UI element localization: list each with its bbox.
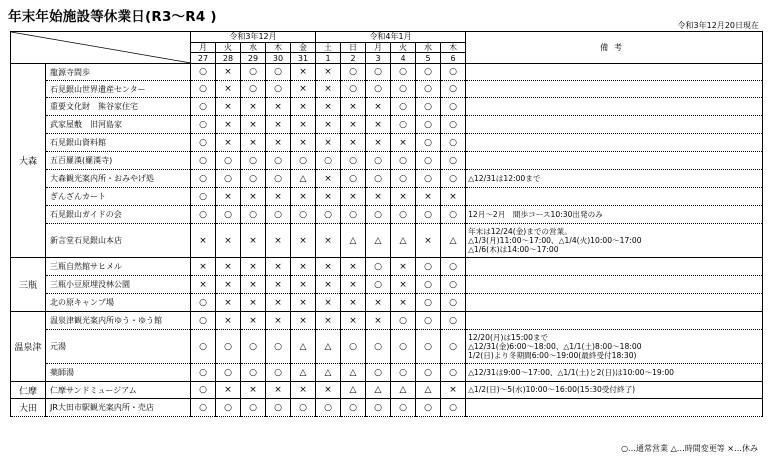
status-mark: ○ xyxy=(416,152,441,170)
status-mark: × xyxy=(441,188,466,206)
status-mark: ○ xyxy=(416,98,441,116)
status-mark: × xyxy=(366,134,391,152)
status-mark: × xyxy=(241,312,266,330)
status-mark: ○ xyxy=(191,364,216,382)
facility-row xyxy=(11,399,763,417)
status-mark: ○ xyxy=(191,64,216,81)
area-label: 三瓶 xyxy=(11,258,46,312)
day-of-week-header: 土 xyxy=(316,42,341,53)
status-mark: ○ xyxy=(266,81,291,98)
facility-name: 龍源寺間歩 xyxy=(46,64,191,81)
status-mark: ○ xyxy=(266,152,291,170)
status-mark: × xyxy=(241,134,266,152)
status-mark: ○ xyxy=(366,64,391,81)
status-mark: × xyxy=(341,188,366,206)
status-mark: ○ xyxy=(291,399,316,417)
day-of-week-header: 木 xyxy=(266,42,291,53)
remark-line: 1/2(日)より冬期間6:00～19:00(最終受付18:30) xyxy=(468,351,637,361)
status-mark: △ xyxy=(291,364,316,382)
as-of-date: 令和3年12月20日現在 xyxy=(677,21,759,30)
facility-name: 大森観光案内所・おみやげ処 xyxy=(46,170,191,188)
status-mark: × xyxy=(291,258,316,276)
remarks-cell xyxy=(466,170,763,188)
month-header-dec: 令和3年12月 xyxy=(191,32,316,43)
facility-row xyxy=(11,152,763,170)
status-mark: ○ xyxy=(441,81,466,98)
day-of-week-header: 月 xyxy=(191,42,216,53)
header-corner xyxy=(11,32,191,64)
status-mark: ○ xyxy=(441,152,466,170)
status-mark: △ xyxy=(316,330,341,364)
status-mark: × xyxy=(341,134,366,152)
status-mark: × xyxy=(366,116,391,134)
status-mark: ○ xyxy=(441,399,466,417)
status-mark: △ xyxy=(291,330,316,364)
status-mark: ○ xyxy=(191,206,216,224)
status-mark: ○ xyxy=(416,116,441,134)
remarks-cell xyxy=(466,258,763,276)
day-number-header: 28 xyxy=(216,53,241,64)
status-mark: × xyxy=(216,276,241,294)
remark-line: △12/31は12:00まで xyxy=(468,173,541,183)
status-mark: × xyxy=(241,276,266,294)
status-mark: ○ xyxy=(416,399,441,417)
status-mark: ○ xyxy=(266,64,291,81)
day-of-week-header: 水 xyxy=(416,42,441,53)
status-mark: × xyxy=(391,258,416,276)
day-of-week-header: 木 xyxy=(441,42,466,53)
status-mark: ○ xyxy=(366,276,391,294)
status-mark: △ xyxy=(341,382,366,399)
status-mark: ○ xyxy=(441,170,466,188)
status-mark: ○ xyxy=(391,98,416,116)
area-label: 大森 xyxy=(11,64,46,258)
status-mark: ○ xyxy=(391,330,416,364)
day-number-header: 3 xyxy=(366,53,391,64)
facility-name: 新言堂石見銀山本店 xyxy=(46,224,191,258)
status-mark: ○ xyxy=(191,152,216,170)
status-mark: △ xyxy=(291,170,316,188)
status-mark: × xyxy=(291,382,316,399)
day-number-header: 1 xyxy=(316,53,341,64)
status-mark: ○ xyxy=(416,81,441,98)
day-number-header: 6 xyxy=(441,53,466,64)
status-mark: ○ xyxy=(416,312,441,330)
status-mark: × xyxy=(241,294,266,312)
day-number-header: 4 xyxy=(391,53,416,64)
status-mark: ○ xyxy=(441,98,466,116)
status-mark: ○ xyxy=(416,276,441,294)
status-mark: ○ xyxy=(241,170,266,188)
area-label: 大田 xyxy=(11,399,46,417)
status-mark: ○ xyxy=(316,152,341,170)
status-mark: × xyxy=(391,294,416,312)
day-of-week-header: 月 xyxy=(366,42,391,53)
status-mark: × xyxy=(216,188,241,206)
status-mark: ○ xyxy=(441,64,466,81)
status-mark: ○ xyxy=(391,152,416,170)
facility-name: 石見銀山世界遺産センター xyxy=(46,81,191,98)
day-number-header: 30 xyxy=(266,53,291,64)
status-mark: ○ xyxy=(191,116,216,134)
status-mark: ○ xyxy=(216,399,241,417)
day-of-week-header: 水 xyxy=(241,42,266,53)
facility-row xyxy=(11,224,763,258)
remarks-cell xyxy=(466,224,763,258)
status-mark: × xyxy=(391,188,416,206)
remarks-cell xyxy=(466,294,763,312)
facility-name: 北の原キャンプ場 xyxy=(46,294,191,312)
status-mark: ○ xyxy=(391,364,416,382)
remark-line: 12/20(月)は15:00まで xyxy=(468,332,549,342)
day-of-week-header: 火 xyxy=(391,42,416,53)
status-mark: × xyxy=(266,188,291,206)
status-mark: △ xyxy=(391,382,416,399)
remark-line: 年末は12/24(金)までの営業。 xyxy=(468,226,572,236)
facility-row xyxy=(11,206,763,224)
remarks-cell xyxy=(466,276,763,294)
status-mark: △ xyxy=(341,224,366,258)
status-mark: △ xyxy=(441,224,466,258)
facility-row xyxy=(11,364,763,382)
status-mark: × xyxy=(341,116,366,134)
status-mark: × xyxy=(241,224,266,258)
facility-row xyxy=(11,330,763,364)
status-mark: × xyxy=(266,116,291,134)
status-mark: × xyxy=(291,312,316,330)
facility-row xyxy=(11,170,763,188)
remarks-cell xyxy=(466,330,763,364)
status-mark: × xyxy=(366,188,391,206)
facility-name: 三瓶小豆原埋没林公園 xyxy=(46,276,191,294)
status-mark: × xyxy=(291,276,316,294)
facility-row xyxy=(11,134,763,152)
status-mark: ○ xyxy=(391,64,416,81)
facility-name: 重要文化財 熊谷家住宅 xyxy=(46,98,191,116)
status-mark: ○ xyxy=(191,294,216,312)
status-mark: ○ xyxy=(266,364,291,382)
status-mark: × xyxy=(191,258,216,276)
remark-line: 12月～2月 間歩コース10:30出発のみ xyxy=(468,209,603,219)
status-mark: ○ xyxy=(191,382,216,399)
status-mark: × xyxy=(316,312,341,330)
status-mark: × xyxy=(416,188,441,206)
status-mark: × xyxy=(241,258,266,276)
facility-row xyxy=(11,64,763,81)
status-mark: ○ xyxy=(191,170,216,188)
status-mark: ○ xyxy=(441,258,466,276)
facility-name: 武家屋敷 旧河島家 xyxy=(46,116,191,134)
status-mark: ○ xyxy=(416,330,441,364)
status-mark: × xyxy=(291,188,316,206)
status-mark: ○ xyxy=(241,364,266,382)
status-mark: × xyxy=(291,64,316,81)
remark-line: △12/31は9:00～17:00、△1/1(土)と2(日)は10:00～19:00 xyxy=(468,367,674,377)
status-mark: × xyxy=(291,224,316,258)
facility-row xyxy=(11,258,763,276)
status-mark: ○ xyxy=(416,206,441,224)
status-mark: × xyxy=(366,98,391,116)
status-mark: ○ xyxy=(191,98,216,116)
status-mark: ○ xyxy=(191,81,216,98)
status-mark: ○ xyxy=(266,399,291,417)
document-title: 年末年始施設等休業日(R3～R4 ) xyxy=(8,9,217,25)
legend: ○…通常営業 △…時間変更等 ×…休み xyxy=(621,444,758,453)
status-mark: × xyxy=(216,224,241,258)
status-mark: ○ xyxy=(441,312,466,330)
day-number-header: 27 xyxy=(191,53,216,64)
facility-name: 五百羅漢(羅漢寺) xyxy=(46,152,191,170)
status-mark: × xyxy=(416,224,441,258)
status-mark: ○ xyxy=(366,152,391,170)
remarks-cell xyxy=(466,382,763,399)
status-mark: ○ xyxy=(216,170,241,188)
status-mark: × xyxy=(266,258,291,276)
status-mark: × xyxy=(316,276,341,294)
status-mark: × xyxy=(291,294,316,312)
day-number-header: 31 xyxy=(291,53,316,64)
month-header-jan: 令和4年1月 xyxy=(316,32,466,43)
status-mark: ○ xyxy=(266,330,291,364)
status-mark: ○ xyxy=(341,170,366,188)
status-mark: × xyxy=(266,224,291,258)
status-mark: ○ xyxy=(191,312,216,330)
remark-line: △1/3(月)11:00～17:00、△1/4(火)10:00～17:00 xyxy=(468,235,642,245)
status-mark: × xyxy=(216,312,241,330)
header-diagonal xyxy=(11,32,191,63)
area-label: 温泉津 xyxy=(11,312,46,382)
day-number-header: 2 xyxy=(341,53,366,64)
remarks-cell xyxy=(466,98,763,116)
facility-name: JR大田市駅観光案内所・売店 xyxy=(46,399,191,417)
status-mark: × xyxy=(341,258,366,276)
status-mark: ○ xyxy=(366,170,391,188)
status-mark: ○ xyxy=(441,276,466,294)
status-mark: ○ xyxy=(416,364,441,382)
status-mark: × xyxy=(266,312,291,330)
remarks-cell xyxy=(466,116,763,134)
status-mark: × xyxy=(266,276,291,294)
status-mark: ○ xyxy=(441,134,466,152)
day-of-week-header: 金 xyxy=(291,42,316,53)
status-mark: × xyxy=(316,98,341,116)
status-mark: ○ xyxy=(216,364,241,382)
status-mark: ○ xyxy=(441,294,466,312)
status-mark: ○ xyxy=(341,399,366,417)
facility-name: 石見銀山資料館 xyxy=(46,134,191,152)
status-mark: × xyxy=(366,294,391,312)
status-mark: △ xyxy=(416,382,441,399)
status-mark: × xyxy=(366,312,391,330)
status-mark: ○ xyxy=(341,206,366,224)
status-mark: ○ xyxy=(366,258,391,276)
status-mark: × xyxy=(391,134,416,152)
facility-row xyxy=(11,81,763,98)
remarks-cell xyxy=(466,134,763,152)
status-mark: × xyxy=(316,382,341,399)
facility-row xyxy=(11,98,763,116)
status-mark: × xyxy=(341,276,366,294)
status-mark: ○ xyxy=(241,152,266,170)
status-mark: × xyxy=(216,98,241,116)
status-mark: ○ xyxy=(391,81,416,98)
day-number-header: 29 xyxy=(241,53,266,64)
status-mark: × xyxy=(316,81,341,98)
status-mark: ○ xyxy=(191,399,216,417)
status-mark: ○ xyxy=(391,170,416,188)
status-mark: × xyxy=(316,116,341,134)
status-mark: × xyxy=(241,116,266,134)
facility-row xyxy=(11,312,763,330)
status-mark: ○ xyxy=(441,116,466,134)
status-mark: × xyxy=(216,382,241,399)
facility-row xyxy=(11,116,763,134)
facility-row xyxy=(11,382,763,399)
status-mark: △ xyxy=(341,364,366,382)
status-mark: × xyxy=(241,382,266,399)
status-mark: × xyxy=(216,134,241,152)
remarks-cell xyxy=(466,81,763,98)
status-mark: ○ xyxy=(416,64,441,81)
status-mark: ○ xyxy=(266,206,291,224)
remarks-cell xyxy=(466,399,763,417)
status-mark: × xyxy=(341,312,366,330)
status-mark: ○ xyxy=(416,258,441,276)
status-mark: ○ xyxy=(341,330,366,364)
area-label: 仁摩 xyxy=(11,382,46,399)
remarks-cell xyxy=(466,312,763,330)
status-mark: × xyxy=(241,98,266,116)
status-mark: ○ xyxy=(341,81,366,98)
remark-line: △12/31(金)6:00～18:00、△1/1(土)8:00～18:00 xyxy=(468,341,642,351)
status-mark: × xyxy=(291,81,316,98)
remarks-cell xyxy=(466,206,763,224)
schedule-table xyxy=(10,31,763,417)
status-mark: ○ xyxy=(366,81,391,98)
status-mark: ○ xyxy=(241,399,266,417)
status-mark: × xyxy=(316,188,341,206)
status-mark: × xyxy=(241,188,266,206)
status-mark: × xyxy=(266,98,291,116)
status-mark: × xyxy=(216,258,241,276)
day-of-week-header: 日 xyxy=(341,42,366,53)
status-mark: ○ xyxy=(241,330,266,364)
remarks-header: 備考 xyxy=(466,32,763,64)
status-mark: ○ xyxy=(291,152,316,170)
status-mark: ○ xyxy=(291,206,316,224)
status-mark: ○ xyxy=(366,330,391,364)
status-mark: ○ xyxy=(241,206,266,224)
status-mark: ○ xyxy=(266,170,291,188)
status-mark: ○ xyxy=(241,64,266,81)
status-mark: ○ xyxy=(441,330,466,364)
status-mark: ○ xyxy=(341,152,366,170)
facility-name: 石見銀山ガイドの会 xyxy=(46,206,191,224)
status-mark: × xyxy=(316,64,341,81)
facility-row xyxy=(11,276,763,294)
status-mark: △ xyxy=(366,382,391,399)
facility-name: 仁摩サンドミュージアム xyxy=(46,382,191,399)
status-mark: ○ xyxy=(216,152,241,170)
status-mark: ○ xyxy=(316,399,341,417)
status-mark: × xyxy=(216,64,241,81)
facility-name: 薬師湯 xyxy=(46,364,191,382)
status-mark: ○ xyxy=(316,206,341,224)
status-mark: × xyxy=(191,224,216,258)
status-mark: × xyxy=(291,98,316,116)
status-mark: ○ xyxy=(416,170,441,188)
status-mark: × xyxy=(266,382,291,399)
status-mark: × xyxy=(216,81,241,98)
status-mark: △ xyxy=(366,224,391,258)
status-mark: × xyxy=(316,224,341,258)
facility-name: ぎんざんカート xyxy=(46,188,191,206)
status-mark: ○ xyxy=(191,134,216,152)
status-mark: × xyxy=(341,294,366,312)
status-mark: × xyxy=(391,276,416,294)
facility-name: 元湯 xyxy=(46,330,191,364)
status-mark: × xyxy=(216,294,241,312)
status-mark: ○ xyxy=(391,206,416,224)
status-mark: ○ xyxy=(366,399,391,417)
remark-line: △1/6(木)は14:00～17:00 xyxy=(468,245,559,255)
status-mark: ○ xyxy=(416,134,441,152)
status-mark: △ xyxy=(316,364,341,382)
status-mark: × xyxy=(316,170,341,188)
status-mark: × xyxy=(291,134,316,152)
status-mark: ○ xyxy=(191,330,216,364)
facility-name: 三瓶自然館サヒメル xyxy=(46,258,191,276)
status-mark: × xyxy=(191,276,216,294)
status-mark: × xyxy=(341,98,366,116)
status-mark: ○ xyxy=(341,64,366,81)
status-mark: × xyxy=(316,134,341,152)
status-mark: ○ xyxy=(441,206,466,224)
status-mark: × xyxy=(266,294,291,312)
status-mark: × xyxy=(316,294,341,312)
day-number-header: 5 xyxy=(416,53,441,64)
facility-name: 温泉津観光案内所ゆう・ゆう館 xyxy=(46,312,191,330)
status-mark: ○ xyxy=(241,81,266,98)
remarks-cell xyxy=(466,364,763,382)
status-mark: △ xyxy=(391,224,416,258)
day-of-week-header: 火 xyxy=(216,42,241,53)
status-mark: ○ xyxy=(366,364,391,382)
facility-row xyxy=(11,294,763,312)
remarks-cell xyxy=(466,188,763,206)
status-mark: ○ xyxy=(391,399,416,417)
status-mark: ○ xyxy=(441,364,466,382)
status-mark: × xyxy=(441,382,466,399)
status-mark: ○ xyxy=(216,206,241,224)
status-mark: ○ xyxy=(391,116,416,134)
status-mark: × xyxy=(316,258,341,276)
status-mark: ○ xyxy=(216,330,241,364)
remarks-cell xyxy=(466,152,763,170)
remark-line: △1/2(日)～5(水)10:00～16:00(15:30受付終了) xyxy=(468,385,636,395)
status-mark: ○ xyxy=(191,188,216,206)
status-mark: × xyxy=(216,116,241,134)
status-mark: ○ xyxy=(416,294,441,312)
status-mark: × xyxy=(266,134,291,152)
status-mark: × xyxy=(291,116,316,134)
facility-row xyxy=(11,188,763,206)
status-mark: ○ xyxy=(366,206,391,224)
remarks-cell xyxy=(466,64,763,81)
status-mark: ○ xyxy=(391,312,416,330)
